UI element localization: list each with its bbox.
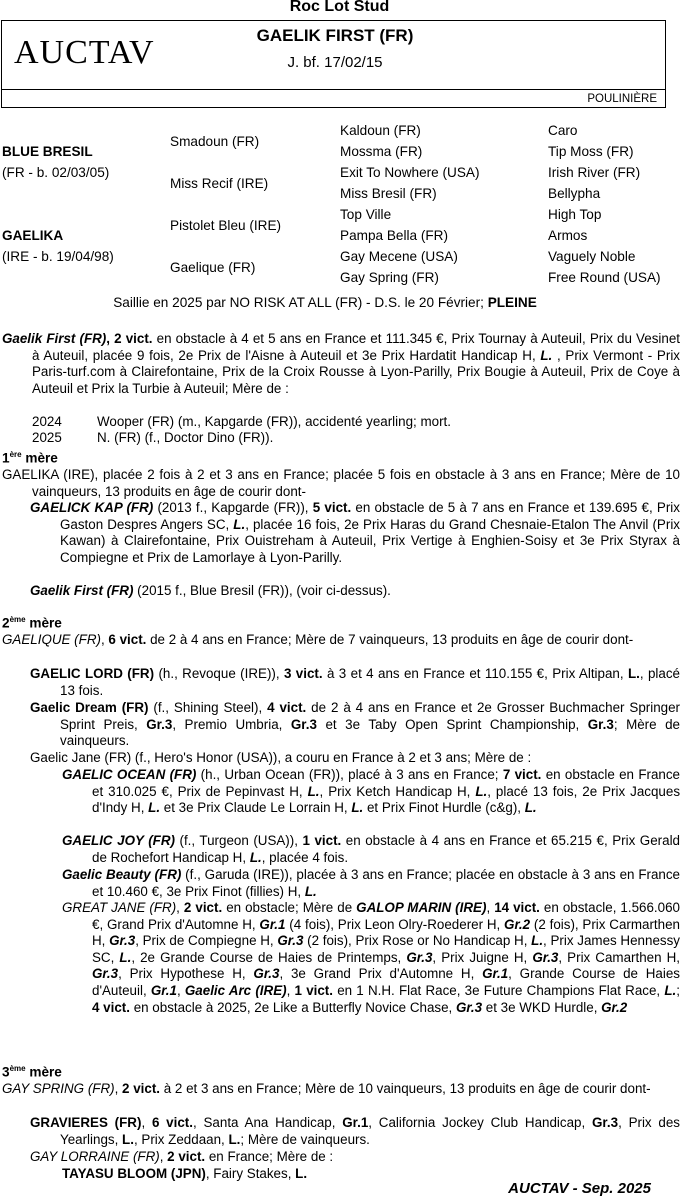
produce-entry-2: N. (FR) (f., Doctor Dino (FR)).	[97, 430, 274, 445]
pedigree-gen3-4: Miss Bresil (FR)	[340, 186, 437, 201]
pedigree-gen2-4: Gaelique (FR)	[170, 260, 256, 275]
third-dam-heading: 3ème mère	[2, 1064, 62, 1080]
sire-info: (FR - b. 02/03/05)	[2, 165, 110, 180]
covering-status: PLEINE	[487, 295, 537, 310]
horse-name: GAELIK FIRST (FR)	[256, 26, 414, 45]
header-divider	[1, 89, 666, 90]
offspring-tayasu-bloom: TAYASU BLOOM (JPN), Fairy Stakes, L.	[62, 1166, 308, 1181]
offspring-gaelic-jane: Gaelic Jane (FR) (f., Hero's Honor (USA)), a couru en France à 2 et 3 ans; Mère de :	[30, 750, 532, 765]
pedigree-gen4-5: High Top	[548, 207, 602, 222]
sire-name: BLUE BRESIL	[2, 144, 93, 159]
offspring-gaelic-joy: GAELIC JOY (FR) (f., Turgeon (USA)), 1 vict. en obstacle à 4 ans en France et 65.215 €, Prix Gerald de Rochefort Handicap H, L., placée 4 fois.	[62, 833, 680, 865]
pedigree-gen3-5: Top Ville	[340, 207, 392, 222]
third-dam-intro: GAY SPRING (FR), 2 vict. à 2 et 3 ans en France; Mère de 10 vainqueurs, 13 produits en âge de courir dont-	[2, 1081, 651, 1096]
offspring-great-jane: GREAT JANE (FR), 2 vict. en obstacle; Mère de GALOP MARIN (IRE), 14 vict. en obstacle, 1.566.060 €, Grand Prix d'Automne H, Gr.1 (4 fois), Prix Leon Olry-Roederer H, Gr.2 (2 fois), Prix Carmarthen H, Gr.3, Prix de Compiegne H, Gr.3 (2 fois), Prix Rose or No Handicap H, L., Prix James Hennessy SC, L., 2e Grande Course de Haies de Printemps, Gr.3, Prix Juigne H, Gr.3, Prix Camarthen H, Gr.3, Prix Hypothese H, Gr.3, 3e Grand Prix d'Automne H, Gr.1, Grande Course de Haies d'Auteuil, Gr.1, Gaelic Arc (IRE), 1 vict. en 1 N.H. Flat Race, 3e Future Champions Flat Race, L.; 4 vict. en obstacle à 2025, 2e Like a Butterfly Novice Chase, Gr.3 et 3e WKD Hurdle, Gr.2	[62, 900, 680, 1015]
pedigree-gen3-2: Mossma (FR)	[340, 144, 423, 159]
pedigree-gen2-1: Smadoun (FR)	[170, 134, 260, 149]
pedigree-gen3-8: Gay Spring (FR)	[340, 270, 439, 285]
pedigree-gen3-7: Gay Mecene (USA)	[340, 249, 458, 264]
offspring-gaelic-lord: GAELIC LORD (FR) (h., Revoque (IRE)), 3 vict. à 3 et 4 ans en France et 110.155 €, Prix Altipan, L., placé 13 fois.	[30, 666, 680, 698]
pedigree-gen4-7: Vaguely Noble	[548, 249, 636, 264]
dam-name: GAELIKA	[2, 228, 64, 243]
offspring-gaelic-ocean: GAELIC OCEAN (FR) (h., Urban Ocean (FR)), placé à 3 ans en France; 7 vict. en obstacle en France et 310.025 €, Prix de Pepinvast H, L., Prix Ketch Handicap H, L., placé 13 fois, 2e Prix Jacques d'Indy H, L. et 3e Prix Claude Le Lorrain H, L. et Prix Finot Hurdle (c&g), L.	[62, 767, 680, 816]
pedigree-gen4-8: Free Round (USA)	[548, 270, 661, 285]
covering-info	[0, 295, 650, 310]
second-dam-intro: GAELIQUE (FR), 6 vict. de 2 à 4 ans en France; Mère de 7 vainqueurs, 13 produits en âge de courir dont-	[2, 632, 634, 647]
offspring-gravieres: GRAVIERES (FR), 6 vict., Santa Ana Handicap, Gr.1, California Jockey Club Handicap, Gr.3, Prix des Yearlings, L., Prix Zeddaan, L.; Mère de vainqueurs.	[30, 1115, 680, 1147]
first-dam-heading: 1ère mère	[2, 450, 58, 466]
pedigree-gen4-2: Tip Moss (FR)	[548, 144, 634, 159]
second-dam-heading: 2ème mère	[2, 615, 62, 631]
produce-year-1: 2024	[32, 414, 62, 429]
pedigree-gen3-6: Pampa Bella (FR)	[340, 228, 449, 243]
horse-record: Gaelik First (FR), 2 vict. en obstacle à 4 et 5 ans en France et 111.345 €, Prix Tournay à Auteuil, Prix du Vesinet à Auteuil, placée 9 fois, 2e Prix de l'Aisne à Auteuil et 3e Prix Hardatit Handicap H, L. , Prix Vermont - Prix Paris-turf.com à Clairefontaine, Prix de la Croix Rousse à Lyon-Parilly, Prix Bougie à Auteuil, Prix de Coye à Auteuil et Prix la Turbie à Auteuil; Mère de :	[2, 331, 680, 396]
pedigree-gen2-3: Pistolet Bleu (IRE)	[170, 218, 282, 233]
pedigree-gen3-3: Exit To Nowhere (USA)	[340, 165, 480, 180]
record-horse-name: Gaelik First (FR)	[2, 331, 107, 346]
auctav-logo: AUCTAV	[14, 34, 155, 71]
covering-text: Saillie en 2025 par NO RISK AT ALL (FR) - D.S. le 20 Février;	[113, 295, 488, 310]
footer: AUCTAV - Sep. 2025	[508, 1180, 651, 1197]
pedigree-gen4-1: Caro	[548, 123, 578, 138]
record-wins: 2 vict.	[114, 331, 153, 346]
pedigree-gen2-2: Miss Recif (IRE)	[170, 176, 269, 191]
offspring-gaelic-beauty: Gaelic Beauty (FR) (f., Garuda (IRE)), placée à 3 ans en France; placée en obstacle à 3 ans en France et 10.460 €, 3e Prix Finot (fillies) H, L.	[62, 867, 680, 899]
horse-subtitle: J. bf. 17/02/15	[287, 54, 383, 71]
pedigree-gen3-1: Kaldoun (FR)	[340, 123, 421, 138]
offspring-gaelic-dream: Gaelic Dream (FR) (f., Shining Steel), 4 vict. de 2 à 4 ans en France et 2e Grosser Buchmacher Springer Sprint Preis, Gr.3, Premio Umbria, Gr.3 et 3e Taby Open Sprint Championship, Gr.3; Mère de vainqueurs.	[30, 700, 680, 749]
offspring-gaelik-first: Gaelik First (FR) (2015 f., Blue Bresil (FR)), (voir ci-dessus).	[30, 583, 391, 598]
role-label: POULINIÈRE	[587, 93, 657, 105]
produce-year-2: 2025	[32, 430, 62, 445]
offspring-gay-lorraine: GAY LORRAINE (FR), 2 vict. en France; Mère de :	[30, 1149, 334, 1164]
pedigree-gen4-6: Armos	[548, 228, 588, 243]
first-dam-intro: GAELIKA (IRE), placée 2 fois à 2 et 3 ans en France; placée 5 fois en obstacle à 3 ans en France; Mère de 10 vainqueurs, 13 produits en âge de courir dont-	[2, 467, 680, 499]
pedigree-gen4-4: Bellypha	[548, 186, 601, 201]
produce-entry-1: Wooper (FR) (m., Kapgarde (FR)), accidenté yearling; mort.	[97, 414, 451, 429]
stud-name: Roc Lot Stud	[289, 0, 390, 15]
offspring-gaelick-kap: GAELICK KAP (FR) (2013 f., Kapgarde (FR)), 5 vict. en obstacle de 5 à 7 ans en France et 139.695 €, Prix Gaston Despres Angers SC, L., placée 16 fois, 2e Prix Haras du Grand Chesnaie-Etalon The Anvil (Prix Kawan) à Clairefontaine, Prix Ouistreham à Auteuil, Prix Vertige à Enghien-Soisy et 3e Prix Styrax à Compiegne et Prix de Lamorlaye à Lyon-Parilly.	[30, 500, 680, 565]
dam-info: (IRE - b. 19/04/98)	[2, 249, 114, 264]
pedigree-gen4-3: Irish River (FR)	[548, 165, 641, 180]
